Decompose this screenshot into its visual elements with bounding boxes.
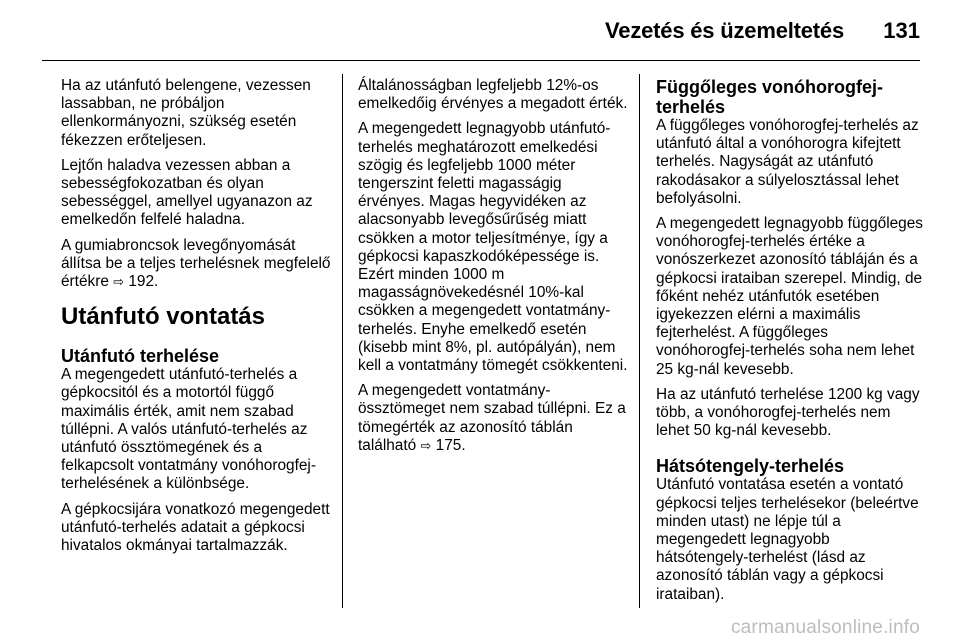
subsection-heading: Hátsótengely-terhelés [656, 456, 845, 477]
paragraph: Utánfutó vontatása esetén a vontató gépkocsi teljes terhelésekor (beleértve minden utast) ne lépje túl a megengedett legnagyobb hátsótengely-terhelést (lásd az azonosító táblán vagy a gépkocsi irataiban). [656, 476, 919, 603]
paragraph: A függőleges vonóhorogfej-terhelés az utánfutó által a vonóhorogra kifejtett terhelés. Nagyságát az utánfutó rakodásakor a súlyelosztással lehet befolyásolni. [656, 117, 919, 207]
column-right [656, 77, 926, 611]
paragraph: Ha az utánfutó belengene, vezessen lassabban, ne próbáljon ellenkormányozni, szükség esetén fékezzen erőteljesen. [61, 77, 311, 149]
subsection-heading: Utánfutó terhelése [61, 346, 220, 367]
paragraph: Ha az utánfutó terhelése 1200 kg vagy több, a vonóhorogfej-terhelés nem lehet 50 kg-nál kevesebb. [656, 385, 920, 440]
column-divider-left [342, 74, 343, 608]
paragraph-with-reference [61, 237, 333, 292]
paragraph: Általánosságban legfeljebb 12%-os emelkedőig érvényes a megadott érték. [358, 77, 628, 113]
paragraph: A megengedett legnagyobb függőleges vonóhorogfej-terhelés értéke a vonószerkezet azonosító tábláján és a gépkocsi irataiban szerepel. Mindig, de főként nehéz utánfutók esetében igyekezzen elérni a maximális fejterhelést. A függőleges vonóhorogfej-terhelés soha nem lehet 25 kg-nál kevesebb. [656, 215, 923, 378]
page-header [0, 0, 960, 62]
paragraph: A megengedett utánfutó-terhelés a gépkocsitól és a motortól függő maximális érték, amit nem szabad túllépni. A valós utánfutó-terhelés az utánfutó össztömegének és a felkapcsolt vontatmány vonóhorogfej-terhelésének a különbsége. [61, 366, 316, 493]
section-heading: Utánfutó vontatás [61, 303, 265, 331]
page-reference-arrow-icon: ⇨ [420, 437, 432, 453]
page-reference[interactable]: 192. [128, 273, 159, 291]
page-reference-arrow-icon: ⇨ [113, 274, 125, 290]
column-left [61, 77, 333, 562]
column-middle [358, 77, 628, 462]
paragraph: A megengedett legnagyobb utánfutó-terhelés meghatározott emelkedési szögig és legfeljebb 1000 méter tengerszint feletti magasságig érvényes. Magas hegyvidéken az alacsonyabb levegősűrűség miatt csökken a motor teljesítménye, így a gépkocsi kapaszkodóképessége is. Ezért minden 1000 m magasságnövekedésnél 10%-kal csökken a megengedett vontatmány-terhelés. Enyhe emelkedő esetén (kisebb mint 8%, pl. autópályán), nem kell a vontatmány tömegét csökkenteni. [358, 120, 628, 375]
column-divider-right [639, 74, 640, 608]
page-reference[interactable]: 175. [435, 436, 466, 454]
paragraph: A gépkocsijára vonatkozó megengedett utánfutó-terhelés adatait a gépkocsi hivatalos okmányai tartalmazzák. [61, 500, 330, 555]
subsection-heading: Függőleges vonóhorogfej-terhelés [656, 77, 883, 117]
paragraph-with-reference [358, 382, 628, 455]
paragraph: Lejtőn haladva vezessen abban a sebességfokozatban és olyan sebességgel, amellyel ugyanazon az emelkedőn felfelé haladna. [61, 156, 313, 229]
running-title: Vezetés és üzemeltetés [605, 18, 844, 43]
page-number: 131 [883, 18, 920, 43]
paragraph-text: A gumiabroncsok levegőnyomását állítsa be a teljes terhelésnek megfelelő értékre [61, 236, 331, 291]
paragraph-text: A megengedett vontatmány-össztömeget nem szabad túllépni. Ez a tömegérték az azonosító táblán található [358, 382, 626, 454]
header-rule [42, 60, 920, 61]
watermark: carmanualsonline.info [730, 617, 920, 638]
